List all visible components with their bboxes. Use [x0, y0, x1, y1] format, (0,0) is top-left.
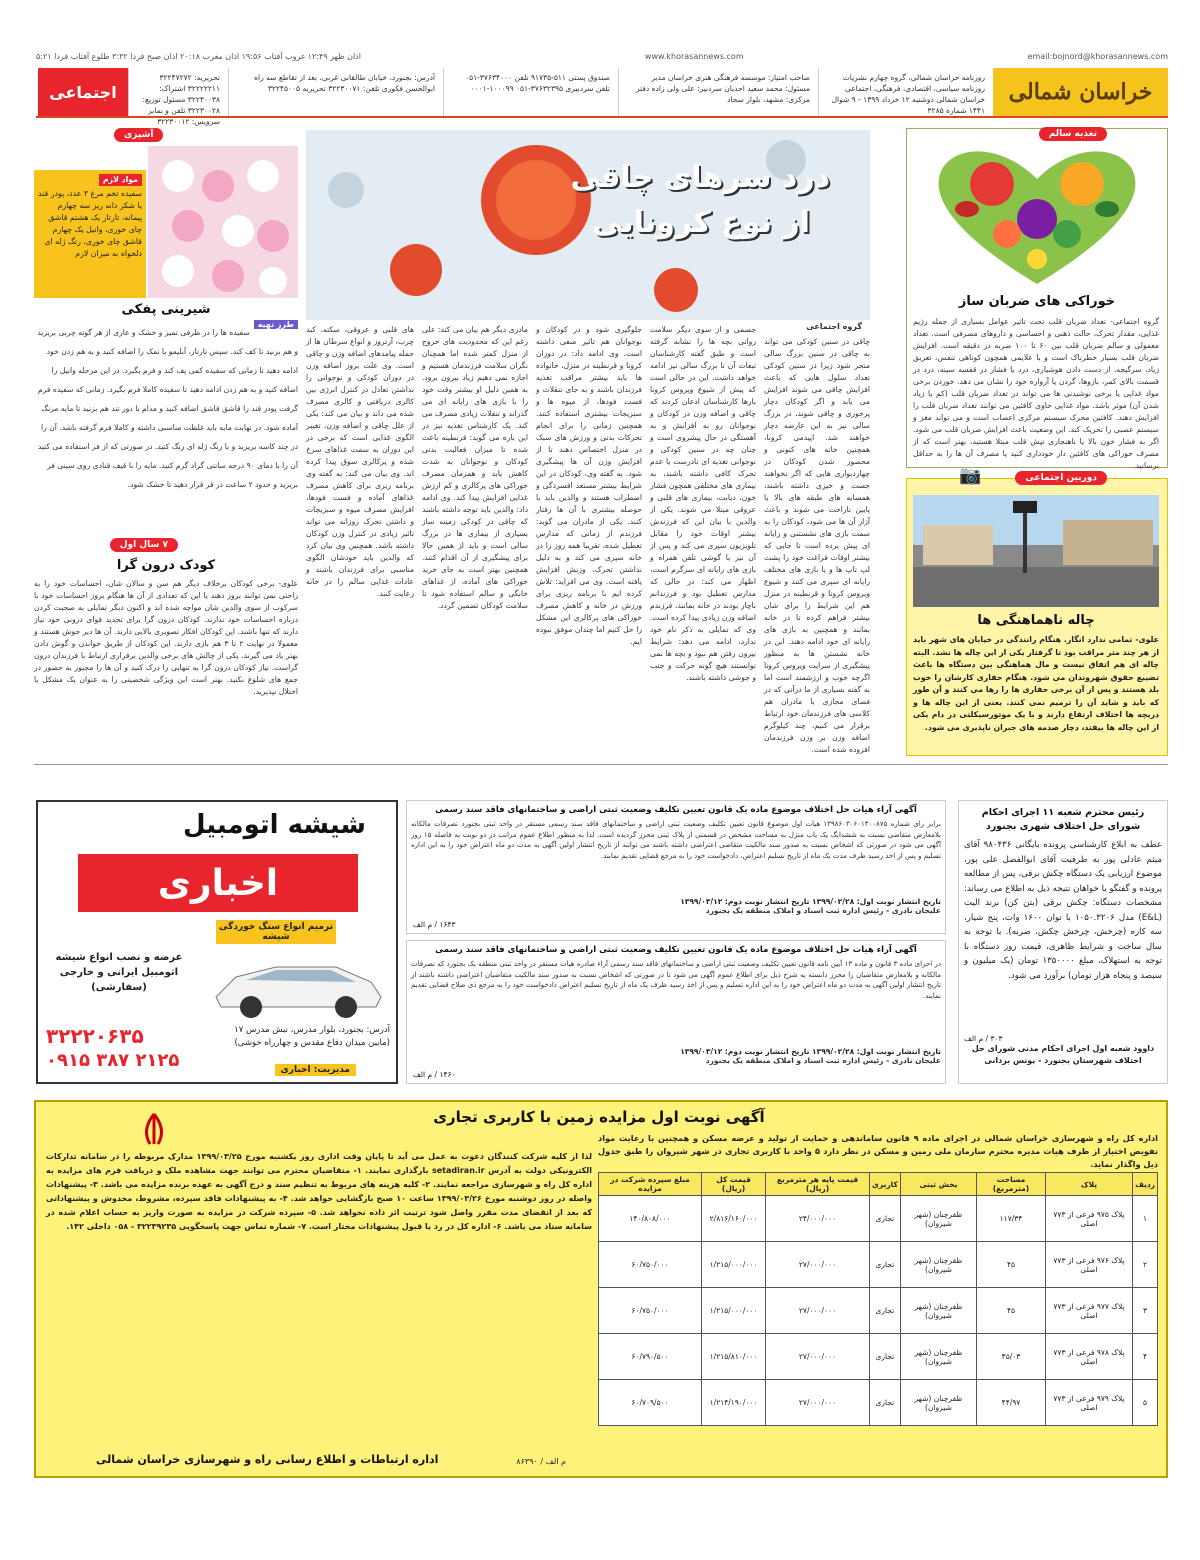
top-info-bar: [36, 52, 1168, 66]
cooking-method: [34, 320, 298, 489]
land-notice-2: [406, 940, 946, 1084]
kid-title: کودک درون گرا: [116, 558, 216, 573]
auction-header-cell: بخش ثبتی: [900, 1173, 976, 1196]
cooking-box: [34, 128, 298, 489]
table-cell: پلاک ۹۷۸ فرعی از ۷۷۳ اصلی: [1045, 1334, 1132, 1380]
iran-emblem-icon: [136, 1112, 172, 1146]
article-col-5: های قلبی و عروقی، سکته، کبد چرب، آرتروز و انواع سرطان ها از جمله پیامدهای اضافه وزن و چاقی است. وی علت بروز اضافه وزن در دوران کودکی و نوجوانی را نداشتن تعادل در کنترل انرژی بین کالری دریافتی و کالری مصرف شده می داند و بیان می کند: یکی از علل چاقی و اضافه وزن، تغییر الگوی غذایی است که برخی در این دوران به سمت غذاهای سرخ شده و پرکالری سوق پیدا کرده اند. وی بیان می کند: به گفته وی برنامه ریزی برای کاهش مصرف غذاهای آماده و فست فودها، افزایش مصرف میوه و سبزیجات و داشتن تحرک روزانه می تواند تاثیر زیادی در کنترل وزن کودکان داشته باشد. همچنین وی بیان کرد که والدین باید خودشان الگوی مناسبی برای فرزندان باشند و عادات غذایی سالم را در خانه رعایت کنند.: [306, 325, 414, 598]
vegetable-heart-image: [922, 139, 1152, 289]
table-cell: ۴۵: [977, 1288, 1046, 1334]
table-cell: ۲۷/۰۰۰/۰۰۰: [766, 1380, 870, 1426]
auction-footer: اداره ارتباطات و اطلاع رسانی راه و شهرسازی خراسان شمالی: [96, 1453, 439, 1466]
table-cell: ۵: [1133, 1380, 1158, 1426]
council-title: رئیس محترم شعبه ۱۱ اجرای احکام شورای حل اختلاف شهری بجنورد: [981, 807, 1145, 832]
glass-ad-name: اخباری: [78, 854, 358, 912]
auction-code: م الف / ۸۶۳۹۰: [516, 1457, 566, 1466]
table-cell: ۴۵/۰۳: [977, 1334, 1046, 1380]
table-cell: ۲۷/۰۰۰/۰۰۰: [766, 1334, 870, 1380]
glass-phone-2[interactable]: ۰۹۱۵ ۳۸۷ ۲۱۲۵: [46, 1050, 180, 1071]
ingredients-box: [34, 170, 146, 298]
table-cell: پلاک ۹۷۵ فرعی از ۷۷۳ اصلی: [1045, 1196, 1132, 1242]
cooking-tag: آشپزی: [114, 128, 163, 142]
council-notice: [958, 800, 1168, 1084]
glass-address: آدرس: بجنورد، بلوار مدرس، نبش مدرس ۱۷ (مابین میدان دفاع مقدس و چهارراه خوشی): [234, 1025, 390, 1048]
table-cell: ۲: [1133, 1242, 1158, 1288]
kid-box: [34, 538, 298, 756]
method-tag: طرز تهیه: [254, 320, 298, 329]
car-image: [206, 942, 386, 1022]
auction-header-cell: قیمت کل (ریال): [702, 1173, 766, 1196]
main-article: [306, 322, 870, 756]
prayer-times: اذان ظهر ۱۲:۴۹ غروب آفتاب ۱۹:۵۶ اذان مغرب ۲۰:۱۸ اذان صبح فردا ۳:۳۲ طلوع آفتاب فردا ۵:۲۱: [36, 52, 361, 61]
newspaper-logo: خراسان شمالی: [993, 68, 1168, 116]
section-tag: اجتماعی: [38, 68, 128, 116]
notice1-body: برابر رای شماره ۱۳۹۸۶۰۳۰۶۰۱۴۰۰۸۷۵ هیات اول موضوع قانون تعیین تکلیف وضعیت ثبتی اراضی و ساختمانهای فاقد سند رسمی مستقر در واحد ثبتی بجنورد تصرفات مالکانه بلامعارض متقاضی نسبت به ششدانگ یک باب منزل به مساحت مشخص در قسمتی از پلاک ثبتی محرز گردیده است. لذا به منظور اطلاع عموم مراتب در دو نوبت به فاصله ۱۵ روز آگهی می شود در صورتی که اشخاص نسبت به صدور سند مالکیت متقاضی اعتراضی داشته باشند می توانند از تاریخ انتشار اولین آگهی به مدت دو ماه اعتراض خود را به این اداره تسلیم و پس از اخذ رسید ظرف مدت یک ماه از تاریخ تسلیم اعتراض، دادخواست خود را به مرجع قضایی تقدیم نمایند.: [411, 820, 941, 860]
glass-ad-badge: ترمیم انواع سنگ خوردگی شیشه: [216, 920, 336, 944]
article-col-1: چاقی در سنین کودکی می تواند به چاقی در سنین بزرگ سالی منجر شود زیرا در سنین کودکی تعداد سلول هایی که باعث افزایش چاقی می شوند افزایش می یابد و اگر کودکان دچار پرخوری و چاقی شوند، در بزرگ سالی نیز به این عارضه دچار خواهند شد. اپیدمی کرونا، همچنین خانه های کنونی و محصور شدن کودکان در چهاردیواری هایی که اگر بخواهند جست و خیزی داشته باشند، همسایه های طبقه های بالا یا پایین ناراحت می شوند و باعث آزار آن ها می شود، کودکان را به سمت بازی های نشستنی و رایانه ای پیش برده است تا جایی که بیشتر اوقات فراغت خود را پشت لپ تاپ ها و یا بازی های مختلف رایانه ای سپری می کنند و شیوع ویروس کرونا و قرنطینه در منزل هم این شرایط را برای شان بیشتر فراهم کرده تا در خانه بمانند و همچنین به بازی های رایانه ای خود ادامه دهند. این در خانه نشستن ها به منظور پیشگیری از سرایت ویروس کرونا اگرچه خوب و ارزشمند است اما به گفته بسیاری از ما درآتی که در فضای مجازی با مادران هم کلاسی های فرزندمان خود ارتباط برقرار می کنیم، چند کیلوگرم اضافه وزن بر وزن فرزندمان افزوده شده است.: [764, 337, 870, 754]
auction-header-cell: مبلغ سپرده شرکت در مزایده: [599, 1173, 702, 1196]
table-cell: ۲۷/۰۰۰/۰۰۰: [766, 1242, 870, 1288]
auction-header-cell: کاربری: [869, 1173, 900, 1196]
hero-image: [306, 130, 870, 320]
camera-icon: 📷: [959, 465, 982, 486]
table-cell: ۴: [1133, 1334, 1158, 1380]
land-notice-1: [406, 800, 946, 934]
council-sign: داوود شعبه اول اجرای احکام مدنی شورای حل اختلاف شهرستان بجنورد - یونس بردانی: [971, 1044, 1155, 1065]
table-cell: ۶۰/۷۹۰/۵۰۰: [599, 1334, 702, 1380]
masthead-issue-info: روزنامه خراسان شمالی، گروه چهارم نشریات روزنامه سیاسی، اقتصادی، فرهنگی، اجتماعی خراسان شمالی دوشنبه ۱۲ خرداد ۱۳۹۹ - ۹ شوال ۱۴۴۱ شماره ۳۲۸۵: [818, 68, 993, 116]
table-cell: تجاری: [869, 1196, 900, 1242]
notice2-dates: تاریخ انتشار نوبت اول: ۱۳۹۹/۰۲/۲۸ تاریخ انتشار نوبت دوم: ۱۳۹۹/۰۳/۱۲: [680, 1047, 941, 1056]
camera-body: علوی- تمامی ندارد انگار. هنگام رانندگی در خیابان های شهر باید از هر چند متر مراقب بود تا گرفتار یکی از این چاله ها نشد. البته چاله ای هم اتفاق نیست و مال هماهنگی بین دستگاه ها باعث تضییع حقوق شهروندان می شود. هنگام حفاری کارشان را خوب بلد هستند و پس از آن برخی حفاری ها را رها می کنند و آن طور که باید و شاید آن را ترمیم نمی کنند. یعنی از این چاله ها و دریچه ها اختلاف ارتفاع دارند و با یک موتورسیکلتی در دام یکی از این چاله ها بیفتد، دچار صدمه های جبران ناپذیری می شود.: [913, 635, 1159, 732]
notice2-title: آگهی آراء هیات حل اختلاف موضوع ماده یک قانون تعیین تکلیف وضعیت ثبتی اراضی و ساختمانهای فاقد سند رسمی: [435, 945, 917, 955]
meringue-image: [148, 146, 298, 298]
table-cell: ۱۱۷/۳۴: [977, 1196, 1046, 1242]
auction-header-cell: قیمت پایه هر مترمربع (ریال): [766, 1173, 870, 1196]
site-link[interactable]: www.khorasannews.com: [644, 52, 744, 61]
table-row: [599, 1380, 1158, 1426]
table-cell: پلاک ۹۷۷ فرعی از ۷۷۳ اصلی: [1045, 1288, 1132, 1334]
masthead-contact-info: صندوق پستی ۵۱۱-۹۱۷۳۵ تلفن ۳۷۶۳۴۰۰۰-۰۵۱ تلفن سردبیری ۳۷۶۳۲۳۹۵-۰۵۱ ۱۰۰۰۹۹-۰۰۰۱: [443, 68, 618, 116]
health-box: [906, 128, 1168, 468]
auction-table: [598, 1172, 1158, 1426]
auction-header-cell: ردیف: [1133, 1173, 1158, 1196]
method-text: سفیده ها را در ظرفی تمیز و خشک و عاری از هر گونه چربی بریزید و هم بزنید تا کف کند. سپس تارتار، آبلیمو یا نمک را اضافه کنید و به هم زدن خود ادامه دهید تا زمانی که سفیده کمی پف کند و فرم بگیرد. در این مرحله وانیل را اضافه کنید و به هم زدن ادامه دهید تا سفیده کاملا فرم بگیرد. زمانی که سفیده فرم گرفت پودر قند را قاشق قاشق اضافه کنید و مدام با دور تند هم بزنید تا مایه مرنگ آماده شود. در نهایت مایه باید غلظت مناسبی داشته و کاملا فرم گرفته باشد. آن را در چند کاسه بریزید و با رنگ ژله ای رنگ کنید. در صورتی که از فر استفاده می کنید آن را با دمای ۹۰ درجه سانتی گراد گرم کنید. مایه را با قیف قنادی روی سینی فر بریزید و حدود ۲ ساعت در فر قرار دهید تا خشک شود.: [37, 328, 298, 489]
auction-intro: اداره کل راه و شهرسازی خراسان شمالی در اجرای ماده ۹ قانون ساماندهی و حمایت از تولید و عرضه مسکن و همچنین با رعایت مواد تفویض اختیار از طرف هیات مدیره محترم سازمان ملی زمین و مسکن در نظر دارد ۵ واحد با کاربری تجاری در شهر شیروان را طبق جدول ذیل واگذار نماید.: [598, 1133, 1159, 1169]
ingredients-text: سفیده تخم مرغ ۳ عدد، پودر قند یا شکر دانه ریز سه چهارم پیمانه، تارتار یک هشتم قاشق چای خوری، وانیل یک چهارم قاشق چای خوری، رنگ ژله ای دلخواه به میزان لازم: [38, 189, 142, 258]
table-cell: ۳: [1133, 1288, 1158, 1334]
glass-phone-1[interactable]: ۳۲۲۲۰۶۳۵: [46, 1024, 144, 1048]
article-col-4: مادری دیگر هم بیان می کند: علی رغم این که محدودیت های خروج از منزل کمتر شده اما همچنان نگران سلامت فرزندمان هستیم و اجازه نمی دهیم زیاد بیرون برود. به همین دلیل او بیشتر وقت خود را با بازی های رایانه ای می گذراند و تنقلات زیادی مصرف می کند. یک کارشناس تغذیه نیز در این باره می گوید: قرنطینه باعث شده تا میزان فعالیت بدنی کودکان و نوجوانان به شدت کاهش یابد و همزمان مصرف خوراکی های پرکالری و کم ارزش غذایی افزایش پیدا کند. وی ادامه داد: والدین باید توجه داشته باشند که چاقی در کودکی زمینه ساز بسیاری از بیماری ها در بزرگ سالی است و باید از همین حالا برای پیشگیری از آن اقدام کنند. همچنین بهتر است به جای خرید خوراکی های آماده، از غذاهای خانگی و سالم استفاده شود تا سلامت کودکان تضمین گردد.: [422, 325, 528, 610]
table-cell: تجاری: [869, 1380, 900, 1426]
email-link[interactable]: email:bojnord@khorasannews.com: [1027, 52, 1168, 61]
auction-table-body: [599, 1196, 1158, 1426]
auction-terms: لذا از کلیه شرکت کنندگان دعوت به عمل می آید تا پایان وقت اداری روز یکشنبه مورخ ۱۳۹۹/۰۳/۲۵ مدارک مربوطه را در سامانه تدارکات الکترونیکی دولت به آدرس setadiran.ir بارگذاری نمایند. ۱- متقاضیان محترم می توانند جهت مشاهده ملک و دریافت فرم های مزایده به اداره کل راه و شهرسازی مراجعه نمایند. ۲- کلیه هزینه های مربوط به تنظیم سند و درج آگهی به عهده برنده مزایده می باشد. ۳- پیشنهادات واصله در روز دوشنبه مورخ ۱۳۹۹/۰۳/۲۶ ساعت ۱۰ صبح بازگشایی خواهد شد. ۴- به پیشنهادات فاقد سپرده، مشروط، مخدوش و پیشنهاداتی که بعد از انقضای مدت مقرر واصل شود ترتیب اثر داده نخواهد شد. ۵- سپرده شرکت در مزایده به صورت واریز به حساب اعلام شده در سامانه ستاد می باشد. ۶- اداره کل در رد یا قبول پیشنهادات مختار است. ۷- شماره تماس جهت پاسخگویی ۳۲۲۳۹۲۳۵ - ۰۵۸ داخلی ۱۴۲.: [46, 1152, 593, 1231]
table-cell: ۶۰/۷۰۹/۵۰۰: [599, 1380, 702, 1426]
council-code: ۳۰۳ / م الف: [964, 1034, 1003, 1043]
table-row: [599, 1334, 1158, 1380]
table-cell: ۱۴۰/۸۰۸/۰۰۰: [599, 1196, 702, 1242]
auction-ad: [34, 1100, 1168, 1478]
table-cell: ۱: [1133, 1196, 1158, 1242]
table-cell: ۴۴/۹۷: [977, 1380, 1046, 1426]
table-row: [599, 1288, 1158, 1334]
auction-table-wrap: [598, 1172, 1158, 1426]
street-photo: [913, 495, 1159, 607]
notice2-sign: علیجان نادری - رئیس اداره ثبت اسناد و املاک منطقه یک بجنورد: [705, 1056, 941, 1065]
hero-title-line2: از نوع کرونایی: [592, 205, 810, 240]
table-cell: ۲/۸۱۶/۱۶۰/۰۰۰: [702, 1196, 766, 1242]
table-cell: ۱/۲۱۵/۰۰۰/۰۰۰: [702, 1242, 766, 1288]
table-row: [599, 1242, 1158, 1288]
auction-header-cell: پلاک: [1045, 1173, 1132, 1196]
divider-1: [34, 764, 1168, 765]
notice2-body: در اجرای ماده ۳ قانون و ماده ۱۳ آیین نامه قانون تعیین تکلیف وضعیت ثبتی اراضی و ساختمانهای فاقد سند رسمی آراء صادره هیات مستقر در واحد ثبتی منطقه یک بجنورد که تصرفات مالکانه و بلامعارض متقاضیان را محرز دانسته به شرح ذیل برای اطلاع عموم آگهی می شود تا در صورتی که اشخاص نسبت به صدور سند مالکیت متقاضیان اعتراضی داشته باشند از تاریخ انتشار اولین آگهی به مدت دو ماه اعتراض خود را به این اداره تسلیم و پس از اخذ رسید ظرف یک ماه از تاریخ تسلیم اعتراض دادخواست خود را به مرجع ذی صلاح قضایی تقدیم نمایند.: [411, 960, 941, 1000]
table-cell: تجاری: [869, 1288, 900, 1334]
table-cell: ظفرچنان (شهر شیروان): [900, 1380, 976, 1426]
car-glass-ad: [36, 800, 398, 1084]
table-cell: پلاک ۹۷۹ فرعی از ۷۷۳ اصلی: [1045, 1380, 1132, 1426]
table-row: [599, 1196, 1158, 1242]
masthead: [36, 68, 1168, 126]
table-cell: ظفرچنان (شهر شیروان): [900, 1242, 976, 1288]
camera-tag: دوربین اجتماعی: [1015, 471, 1107, 485]
table-cell: ۱/۲۱۴/۱۹۰/۰۰۰: [702, 1380, 766, 1426]
auction-title: آگهی نوبت اول مزایده زمین با کاربری تجاری: [433, 1108, 765, 1126]
article-col-2: جسمی و از سوی دیگر سلامت روانی بچه ها را نشانه گرفته است و طبق گفته کارشناسان تبعات آن تا بزرگ سالی نیز ادامه خواهد داشت. این در حالی است که پیش از شیوع ویروس کرونا بارها کارشناسان اذعان کردند که چاقی و اضافه وزن در کودکان و نوجوانان رو به افزایش و به آهستگی در حال پیشروی است و چنان چه در سنین کودکی و نوجوانی تغذیه ای نادرست یا عدم تحرک کافی داشته باشند، به بیماری های مختلفی همچون فشار خون، دیابت، بیماری های قلبی و عروقی مبتلا می شوند. یکی از والدین با بیان این که فرزندش بیشتر اوقات خود را مقابل تلویزیون سپری می کند و پس از آن نیز با گوشی تلفن همراه و بازی های رایانه ای سرگرم است، اظهار می کند: در حالی که مدارس تعطیل بود و فرزندانم ناچار بودند در خانه بمانند، فرزندم اضافه وزن زیادی پیدا کرده است. وی که تمایلی به ذکر نام خود ندارد، ادامه می دهد: شرایط بیرون رفتن هم نبود و بچه ها نمی توانستند هیچ گونه حرکت و جنب و جوشی داشته باشند.: [650, 325, 756, 682]
table-cell: ۶۰/۷۵۰/۰۰۰: [599, 1288, 702, 1334]
table-cell: ظفرچنان (شهر شیروان): [900, 1288, 976, 1334]
article-byline: گروه اجتماعی: [806, 322, 862, 331]
health-title: خوراکی های ضربان ساز: [958, 294, 1116, 309]
masthead-address-info: آدرس: بجنورد، خیابان طالقانی غربی، بعد از تقاطع سه راه ابوالحسن فکوری تلفن: ۳۲۲۳۰۰۷۱ تحریریه ۳۲۲۴۵۰۰۵: [228, 68, 443, 116]
table-cell: ظفرچنان (شهر شیروان): [900, 1196, 976, 1242]
health-tag: تغذیه سالم: [1039, 127, 1107, 141]
kid-tag: ۷ سال اول: [110, 538, 178, 552]
hero-title-line1: درد سرهای چاقی: [570, 160, 830, 195]
table-cell: تجاری: [869, 1334, 900, 1380]
notice1-title: آگهی آراء هیات حل اختلاف موضوع ماده یک قانون تعیین تکلیف وضعیت ثبتی اراضی و ساختمانهای فاقد سند رسمی: [435, 805, 917, 815]
auction-header-cell: مساحت (مترمربع): [977, 1173, 1046, 1196]
camera-title: چاله ناهماهنگی ها: [977, 613, 1095, 628]
table-cell: ۴۵: [977, 1242, 1046, 1288]
council-body: عطف به ابلاغ کارشناسی پرونده بایگانی ۹۸۰۴۳۶ آقای میثم عادلی پور به طرفیت آقای ابوالفضل علی پور، موضوع ارزیابی یک دستگاه چکش برقی، پس از مطالعه پرونده و گفتگو با خواهان نتیجه ذیل به اطلاع می رساند: مشخصات دستگاه: چکش برقی (بتن کن) برند الیت (E&L) مدل ۱۰۵۰.۳۲۰۶ با توان ۱۶۰۰ وات، پنج شیار، سه کاره (چرخش، چرخش چکش، ضربه). با توجه به سال ساخت و شرایط ظاهری، قیمت روز دستگاه با توجه به استهلاک، مبلغ ۱۳۵۰۰۰۰ تومان (یک میلیون و سیصد و پنجاه هزار تومان) برآورد می شود.: [964, 840, 1163, 981]
table-cell: پلاک ۹۷۶ فرعی از ۷۷۳ اصلی: [1045, 1242, 1132, 1288]
table-cell: ظفرچنان (شهر شیروان): [900, 1334, 976, 1380]
glass-ad-desc: عرضه و نصب انواع شیشه اتومبیل ایرانی و خارجی (سفارشی): [55, 952, 183, 993]
ingredients-tag: مواد لازم: [99, 174, 142, 186]
kid-body: علوی- برخی کودکان برخلاف دیگر هم سن و سالان شان، احساسات خود را به راحتی نمی توانند بروز دهند یا این که تعدادی از آن ها هنگام بروز احساسات خود با سرکوب از سوی والدین شان مواجه شده اند و اکنون دیگر تمایلی به صحبت کردن درباره احساسات خود ندارند. کودکان درون گرا برای تجدید قوای درونی خود نیاز دارند که تنها باشند. این کودکان افکار تصویری بالایی دارند. آن ها دیر جوش هستند و معمولا در نهایت ۲ تا ۳ هم بازی دارند. این کودکان از طریق خواندن و گوش دادن بهتر یاد می گیرند. یکی از چالش های برخی والدین برقراری ارتباط با فرزندان درون گراست. نیاز کودکان درون گرا به تنهایی را درک کنید و آن ها را مجبور به حضور در جمع های شلوغ نکنید. بهتر است این ویژگی شخصیتی را به عنوان یک مشکل یا اختلال نپذیرید.: [34, 579, 298, 696]
glass-manager: مدیریت: اخباری: [275, 1064, 356, 1076]
table-cell: تجاری: [869, 1242, 900, 1288]
table-cell: ۱/۲۱۵/۸۱۰/۰۰۰: [702, 1334, 766, 1380]
camera-box: [906, 465, 1168, 756]
glass-ad-title: شیشه اتومبیل: [183, 810, 366, 840]
article-col-3: جلوگیری شود و در کودکان و نوجوانان هم تاثیر منفی داشته است. وی ادامه داد: در دوران کرونا و قرنطینه در منزل، خانواده ها باید بیشتر مراقب تغذیه فرزندان باشند و به جای تنقلات و فست فودها، از میوه ها و سبزیجات بیشتری استفاده کنند. همچنین زمانی را برای انجام تحرکات بدنی و ورزش های سبک در منزل اختصاص دهند تا از افزایش وزن آن ها پیشگیری شود. به گفته وی، کودکان در این شرایط بیشتر مستعد افسردگی و اضطراب هستند و والدین باید با حوصله بیشتری با آن ها رفتار کنند. یکی از مادران می گوید: فرزندم از زمانی که مدارس تعطیل شده، تقریبا همه روز را در خانه سپری می کند و به دلیل نداشتن تحرک، وزنش افزایش یافته است. وی می افزاید: تلاش کرده ایم با برنامه ریزی برای ورزش در خانه و کاهش مصرف خوراکی های پرکالری این مشکل را حل کنیم اما چندان موفق نبوده ایم.: [536, 325, 642, 646]
table-cell: ۲۴/۰۰۰/۰۰۰: [766, 1196, 870, 1242]
cooking-title: شیرینی پفکی: [121, 302, 211, 317]
masthead-owner-info: صاحب امتیاز: موسسه فرهنگی هنری خراسان مدیر مسئول: محمد سعید احدیان سردبیر: علی ولی زاده دفتر مرکزی: مشهد، بلوار سجاد: [618, 68, 818, 116]
notice1-dates: تاریخ انتشار نوبت اول: ۱۳۹۹/۰۲/۲۸ تاریخ انتشار نوبت دوم: ۱۳۹۹/۰۳/۱۲: [680, 897, 941, 906]
table-cell: ۶۰/۷۵۰/۰۰۰: [599, 1242, 702, 1288]
masthead-phones-info: تحریریه: ۳۲۲۴۷۲۷۲ ۳۲۲۲۲۲۱۱ اشتراک: ۳۲۲۳۰۰۳۸ مسئول توزیع: ۳۲۲۳۰۰۲۸ تلفن و نمابر سرویس: ۳۲۲۳۰۰۱۲: [128, 68, 228, 116]
health-body: گروه اجتماعی- تعداد ضربان قلب تحت تاثیر عوامل بسیاری از جمله رژیم غذایی، مقدار تحرک، حالت ذهنی و احساسی و داروهای مصرفی است. تعداد معمولی و سالم ضربان قلب بین ۶۰ تا ۱۰۰ ضربه در دقیقه است. افزایش ضربان قلب بسیار خطرناک است و با علایمی همچون کوتاهی تنفس، تعریق زیاد، سرگیجه، از دست دادن هوشیاری، درد یا فشار در قفسه سینه، درد در قسمت بالای کمر، بازوها، گردن یا آرواره خود را نشان می دهد. خوردن برخی مواد غذایی یا برخی نوشیدنی ها می تواند در تعداد ضربان قلب (کم یا زیاد شدن آن) موثر باشد. مواد غذایی حاوی کافئین می توانند تعداد ضربان قلب را افزایش دهند. کافئین محرک سیستم مرکزی اعصاب است و می تواند مغز و سیستم عصبی را تحریک کند. این وضعیت باعث افزایش ضربان قلب می شود. اگر به فشار خون بالا یا ناهنجاری تپش قلب مبتلا هستید، بهتر است که از مصرف خوراکی های کافئین دار خودداری کنید یا مصرف آن ها را به حداقل برسانید.: [913, 317, 1159, 470]
notice1-code: ۱۶۴۳ / م الف: [413, 920, 456, 929]
auction-table-header: [599, 1173, 1158, 1196]
table-cell: ۲۷/۰۰۰/۰۰۰: [766, 1288, 870, 1334]
table-cell: ۱/۲۱۵/۰۰۰/۰۰۰: [702, 1288, 766, 1334]
notice2-code: ۱۴۶۰ / م الف: [413, 1070, 456, 1079]
notice1-sign: علیجان نادری - رئیس اداره ثبت اسناد و املاک منطقه یک بجنورد: [705, 906, 941, 915]
